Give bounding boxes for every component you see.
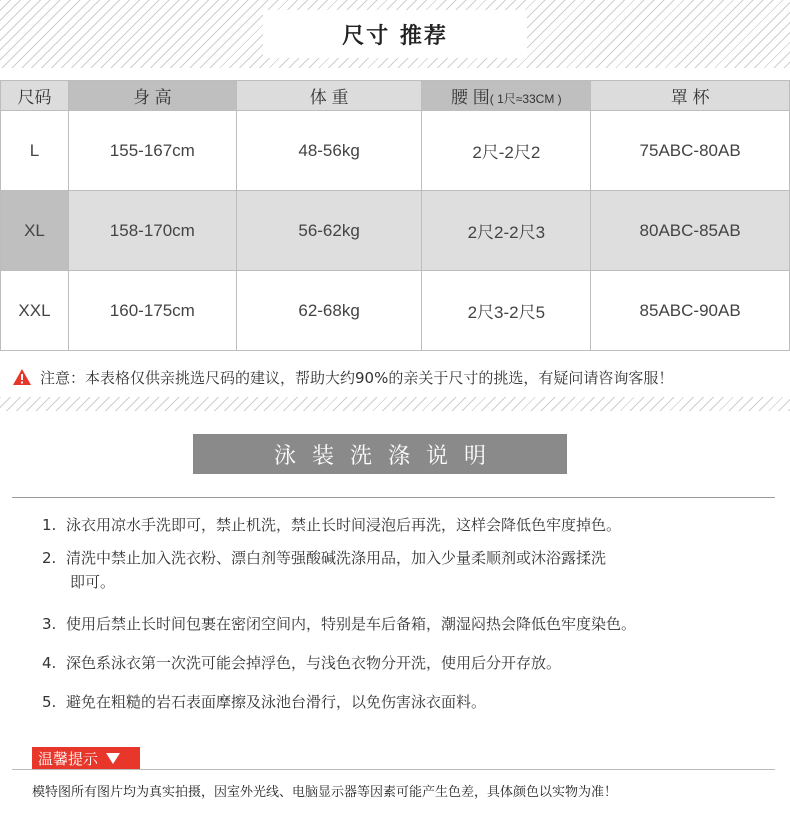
size-note-text: 注意：本表格仅供亲挑选尺码的建议，帮助大约90%的亲关于尺寸的挑选，有疑问请咨询客服！ <box>40 368 674 387</box>
care-item-text: 避免在粗糙的岩石表面摩擦及泳池台滑行，以免伤害泳衣面料。 <box>66 693 487 711</box>
care-item-text: 泳衣用凉水手洗即可，禁止机洗，禁止长时间浸泡后再洗，这样会降低色牢度掉色。 <box>66 516 622 534</box>
size-table-header-row <box>1 81 790 111</box>
cell-size: L <box>1 111 69 191</box>
page-title-box <box>263 10 527 58</box>
list-item <box>42 513 772 537</box>
tip-text: 模特图所有图片均为真实拍摄，因室外光线、电脑显示器等因素可能产生色差，具体颜色以实物为准！ <box>32 785 618 800</box>
cell-waist: 2尺2-2尺3 <box>422 191 591 271</box>
header-size: 尺码 <box>1 81 69 111</box>
cell-weight: 56-62kg <box>236 191 422 271</box>
care-item-number: 5. <box>42 693 57 711</box>
cell-weight: 62-68kg <box>236 271 422 351</box>
cell-height: 155-167cm <box>68 111 236 191</box>
page-title: 尺寸 推荐 <box>342 23 448 49</box>
header-cup: 罩 杯 <box>591 81 790 111</box>
tip-rule <box>12 769 775 770</box>
header-height: 身 高 <box>68 81 236 111</box>
care-title: 泳装洗涤说明 <box>273 443 502 469</box>
cell-waist: 2尺3-2尺5 <box>422 271 591 351</box>
header-waist-note: ( 1尺≈33CM ) <box>489 92 562 106</box>
table-row <box>1 191 790 271</box>
cell-waist: 2尺-2尺2 <box>422 111 591 191</box>
table-row <box>1 271 790 351</box>
list-item <box>42 651 772 675</box>
care-top-rule <box>12 497 775 498</box>
list-item <box>42 612 772 636</box>
warning-triangle-icon <box>12 368 32 386</box>
cell-cup: 80ABC-85AB <box>591 191 790 271</box>
care-item-number: 1. <box>42 516 57 534</box>
care-item-number: 2. <box>42 549 57 567</box>
tip-badge <box>32 747 140 769</box>
list-item <box>42 546 772 594</box>
down-triangle-icon <box>106 753 120 764</box>
divider-hatch-band <box>0 397 790 411</box>
care-item-text: 深色系泳衣第一次洗可能会掉浮色，与浅色衣物分开洗，使用后分开存放。 <box>66 654 562 672</box>
care-item-number: 3. <box>42 615 57 633</box>
header-weight: 体 重 <box>236 81 422 111</box>
size-note <box>12 365 787 389</box>
tip-label: 温馨提示 <box>38 749 99 768</box>
cell-height: 158-170cm <box>68 191 236 271</box>
cell-weight: 48-56kg <box>236 111 422 191</box>
table-row <box>1 111 790 191</box>
care-item-text: 使用后禁止长时间包裹在密闭空间内，特别是车后备箱，潮湿闷热会降低色牢度染色。 <box>66 615 637 633</box>
cell-cup: 85ABC-90AB <box>591 271 790 351</box>
care-item-number: 4. <box>42 654 57 672</box>
care-section-title <box>193 434 567 474</box>
cell-height: 160-175cm <box>68 271 236 351</box>
care-item-text: 清洗中禁止加入洗衣粉、漂白剂等强酸碱洗涤用品，加入少量柔顺剂或沐浴露揉洗 <box>66 549 607 567</box>
header-waist-label: 腰 围 <box>451 88 490 107</box>
list-item <box>42 690 772 714</box>
cell-size: XL <box>1 191 69 271</box>
header-waist <box>422 81 591 111</box>
care-item-continuation: 即可。 <box>70 573 116 591</box>
size-table <box>0 80 790 351</box>
cell-cup: 75ABC-80AB <box>591 111 790 191</box>
cell-size: XXL <box>1 271 69 351</box>
